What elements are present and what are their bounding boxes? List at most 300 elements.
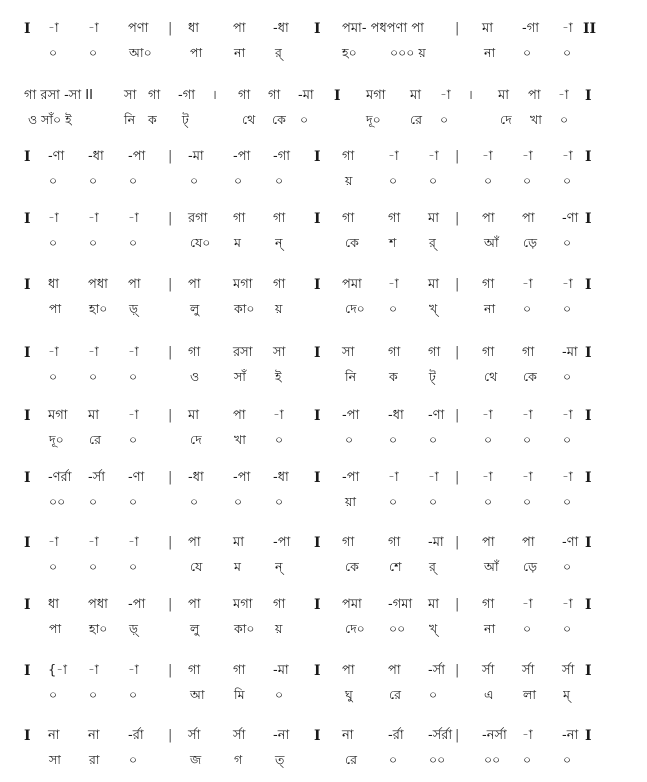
lyric-syllable: ০০ (484, 752, 501, 767)
swara-token: গা (522, 345, 535, 360)
swara-token: -পা (342, 470, 360, 485)
bar-line: I (24, 211, 31, 227)
lyric-syllable: য় (275, 621, 283, 636)
swara-token: মগা (233, 597, 253, 612)
swara-token: -া (88, 535, 99, 550)
beat-divider: | (168, 149, 173, 164)
lyric-syllable: ০ (563, 752, 572, 767)
beat-divider: | (168, 345, 173, 360)
swara-token: পা (342, 663, 355, 678)
swara-token: -া (522, 470, 533, 485)
swara-token: না (88, 728, 100, 743)
bar-line: I (24, 597, 31, 613)
lyric-syllable: ০ (429, 432, 438, 447)
swara-token: র্সা (482, 663, 495, 678)
beat-divider: | (168, 211, 173, 226)
lyric-syllable: না (484, 621, 496, 636)
lyric-syllable: কা০ (234, 301, 255, 316)
bar-line: I (24, 470, 31, 486)
bar-line: I (314, 211, 321, 227)
lyric-syllable: ০ (129, 173, 138, 188)
lyric-syllable: খা (530, 112, 542, 127)
beat-divider: | (455, 408, 460, 423)
swara-token: -া (88, 211, 99, 226)
lyric-syllable: ড়ে (523, 559, 537, 574)
swara-token: গা (342, 149, 355, 164)
swara-token: গা (188, 345, 201, 360)
lyric-syllable: ০ (129, 687, 138, 702)
bar-line: I (585, 149, 592, 165)
bar-line: I (24, 535, 31, 551)
swara-token: -া (48, 211, 59, 226)
lyric-syllable: ০ (129, 432, 138, 447)
lyric-syllable: ট্ (429, 369, 436, 384)
lyric-syllable: ০ (275, 494, 284, 509)
swara-token: -া (388, 149, 399, 164)
lyric-syllable: ০ (563, 559, 572, 574)
bar-line: I (24, 345, 31, 361)
lyric-syllable: ০ (129, 752, 138, 767)
lyric-syllable: পা (49, 621, 62, 636)
bar-line: I (585, 345, 592, 361)
swara-token: -র্সর্রা (428, 728, 453, 743)
lyric-syllable: ও (190, 369, 200, 384)
swara-token: সা (273, 345, 286, 360)
beat-divider: | (455, 597, 460, 612)
lyric-syllable: ০ (563, 494, 572, 509)
lyric-syllable: ০০ (389, 621, 406, 636)
swara-token: -া (388, 470, 399, 485)
bar-line: II (583, 21, 597, 37)
bar-line: I (585, 408, 592, 424)
swara-token: -না (562, 728, 579, 743)
swara-token: গা (188, 663, 201, 678)
lyric-syllable: ০ (89, 559, 98, 574)
lyric-syllable: কে (345, 559, 359, 574)
swara-token: মগা (48, 408, 68, 423)
swara-token: গা (388, 211, 401, 226)
lyric-syllable: থে (484, 369, 498, 384)
lyric-syllable: দে০ (345, 621, 365, 636)
swara-token: গা (342, 535, 355, 550)
swara-token: -র্রা (388, 728, 404, 743)
swara-token: -মা (298, 88, 314, 103)
lyric-syllable: ০ (129, 369, 138, 384)
beat-divider: | (455, 21, 460, 36)
swara-token: -া (128, 345, 139, 360)
swara-token: -ণর্রা (48, 470, 72, 485)
bar-line: I (24, 663, 31, 679)
lyric-syllable: দূ০ (49, 432, 64, 447)
beat-divider: | (168, 535, 173, 550)
lyric-syllable: ০ (234, 494, 243, 509)
swara-token: গা (482, 597, 495, 612)
lyric-syllable: না (484, 301, 496, 316)
beat-divider: | (168, 277, 173, 292)
swara-token: -া (482, 408, 493, 423)
bar-line: I (314, 345, 321, 361)
swara-token: -া (482, 149, 493, 164)
lyric-syllable: ০ (49, 45, 58, 60)
beat-divider: | (455, 728, 460, 743)
lyric-syllable: ০ (389, 432, 398, 447)
swara-token: পধা (88, 277, 108, 292)
beat-divider: | (455, 535, 460, 550)
lyric-syllable: কা০ (234, 621, 255, 636)
lyric-syllable: দে০ (345, 301, 365, 316)
swara-token: মগা (233, 277, 253, 292)
bar-line: I (314, 470, 321, 486)
lyric-syllable: ০ (389, 301, 398, 316)
swara-token: -া (522, 277, 533, 292)
lyric-syllable: ক (389, 369, 398, 384)
bar-line: I (314, 535, 321, 551)
lyric-syllable: ০ (523, 494, 532, 509)
lyric-syllable: য় (345, 173, 353, 188)
swara-token: -া (128, 535, 139, 550)
lyric-syllable: ম (234, 235, 241, 250)
lyric-syllable: গ (234, 752, 243, 767)
lyric-syllable: ০ (389, 173, 398, 188)
beat-divider: | (168, 728, 173, 743)
lyric-syllable: রে (345, 752, 357, 767)
lyric-syllable: ০ (523, 621, 532, 636)
beat-divider: | (455, 663, 460, 678)
swara-token: -া (128, 408, 139, 423)
swara-token: ধা (48, 597, 60, 612)
lyric-syllable: ই (275, 369, 282, 384)
swara-token: পা (522, 211, 535, 226)
lyric-syllable: ০ (234, 173, 243, 188)
swara-token: -না (273, 728, 290, 743)
lyric-syllable: র্ (275, 45, 282, 60)
lyric-syllable: পা (190, 45, 203, 60)
swara-token: না (48, 728, 60, 743)
swara-token: গা রসা -সা II (24, 88, 93, 103)
swara-token: গা (388, 345, 401, 360)
lyric-syllable: ত্ (275, 752, 285, 767)
swara-token: পা (522, 535, 535, 550)
swara-token: -নর্সা (482, 728, 507, 743)
swara-token: গা (273, 277, 286, 292)
swara-token: গা (148, 88, 161, 103)
lyric-syllable: ০ (89, 687, 98, 702)
lyric-syllable: ০ (484, 494, 493, 509)
lyric-syllable: হ০ (342, 45, 357, 60)
swara-token: -পা (273, 535, 291, 550)
swara-token: -া (562, 277, 573, 292)
swara-token: -ধা (88, 149, 104, 164)
swara-token: পা (388, 663, 401, 678)
swara-token: -ধা (188, 470, 204, 485)
lyric-syllable: কে (523, 369, 537, 384)
swara-token: পা (233, 21, 246, 36)
lyric-syllable: ০০ (49, 494, 66, 509)
swara-token: -া (522, 149, 533, 164)
swara-token: -পা (128, 149, 146, 164)
lyric-syllable: নি (124, 112, 136, 127)
lyric-syllable: আ০ (129, 45, 152, 60)
swara-token: -পা (128, 597, 146, 612)
swara-token: -গা (178, 88, 195, 103)
swara-token: গা (388, 535, 401, 550)
swara-token: র্সা (562, 663, 575, 678)
swara-token: -া (128, 211, 139, 226)
swara-token: পমা- পধপণা পা (342, 21, 424, 36)
swara-token: -া (562, 470, 573, 485)
swara-token: র্সা (522, 663, 535, 678)
bar-line: I (24, 408, 31, 424)
swara-token: মগা (366, 88, 386, 103)
lyric-syllable: ট্ (182, 112, 189, 127)
swara-token: -ধা (388, 408, 404, 423)
swara-token: -ণা (562, 211, 579, 226)
swara-token: -র্সা (428, 663, 446, 678)
lyric-syllable: সা (49, 752, 61, 767)
swara-token: পা (188, 535, 201, 550)
lyric-syllable: ০ (563, 621, 572, 636)
beat-divider: | (168, 470, 173, 485)
swara-token: -া (388, 277, 399, 292)
lyric-syllable: ম (234, 559, 241, 574)
swara-token: -া (522, 597, 533, 612)
swara-token: পা (188, 277, 201, 292)
bar-line: I (314, 149, 321, 165)
bar-line: I (314, 663, 321, 679)
swara-token: মা (428, 211, 439, 226)
swara-token: -ধা (273, 21, 289, 36)
swara-token: -া (48, 21, 59, 36)
lyric-syllable: ০ (429, 687, 438, 702)
swara-token: গা (268, 88, 281, 103)
beat-divider: | (168, 408, 173, 423)
swara-token: -া (48, 535, 59, 550)
lyric-syllable: থে (242, 112, 256, 127)
swara-token: {-া (48, 663, 67, 678)
lyric-syllable: লু (190, 621, 200, 636)
lyric-syllable: ০ (389, 752, 398, 767)
lyric-syllable: ০ (300, 112, 309, 127)
lyric-syllable: জ (190, 752, 202, 767)
lyric-syllable: ন্ (275, 559, 283, 574)
bar-line: I (24, 21, 31, 37)
lyric-syllable: ০ (563, 301, 572, 316)
swara-token: -া (522, 728, 533, 743)
lyric-syllable: ০ (129, 559, 138, 574)
lyric-syllable: কে (345, 235, 359, 250)
swara-token: না (342, 728, 354, 743)
lyric-syllable: ০ (563, 432, 572, 447)
swara-token: মা (428, 277, 439, 292)
swara-token: -া (562, 408, 573, 423)
lyric-syllable: ড়্ (129, 621, 138, 636)
swara-token: -গা (522, 21, 539, 36)
swara-token: -া (128, 663, 139, 678)
lyric-syllable: পা (49, 301, 62, 316)
lyric-syllable: ০ (275, 432, 284, 447)
lyric-syllable: ন্ (275, 235, 283, 250)
swara-token: -মা (188, 149, 204, 164)
beat-divider: | (455, 345, 460, 360)
lyric-syllable: না (484, 45, 496, 60)
bar-line: I (585, 470, 592, 486)
swara-token: রসা (233, 345, 253, 360)
lyric-syllable: সাঁ (234, 369, 246, 384)
bar-line: I (24, 728, 31, 744)
lyric-syllable: আঁ (484, 559, 499, 574)
swara-token: -া (428, 470, 439, 485)
lyric-syllable: ০ (484, 432, 493, 447)
swara-token: রগা (188, 211, 208, 226)
lyric-syllable: আ (190, 687, 205, 702)
lyric-syllable: ০ (190, 173, 199, 188)
swara-token: -া (522, 408, 533, 423)
bar-line: I (334, 88, 341, 104)
swara-token: -া (558, 88, 569, 103)
lyric-syllable: নি (345, 369, 357, 384)
swara-token: -পা (233, 470, 251, 485)
swara-token: -মা (562, 345, 578, 360)
beat-divider: | (455, 470, 460, 485)
swara-token: -া (273, 408, 284, 423)
lyric-syllable: ০০০ য় (390, 45, 426, 60)
bar-line: I (314, 728, 321, 744)
swara-token: -া (482, 470, 493, 485)
lyric-syllable: ০ (484, 173, 493, 188)
lyric-syllable: এ (484, 687, 494, 702)
lyric-syllable: ০ (345, 432, 354, 447)
lyric-syllable: ০ (523, 752, 532, 767)
swara-token: মা (482, 21, 493, 36)
lyric-syllable: ০ (49, 369, 58, 384)
swara-token: -পা (342, 408, 360, 423)
swara-token: ধা (188, 21, 200, 36)
lyric-syllable: ঘু (345, 687, 353, 702)
lyric-syllable: ০ (389, 494, 398, 509)
lyric-syllable: ০ (523, 45, 532, 60)
swara-token: র্সা (233, 728, 246, 743)
lyric-syllable: ম্ (563, 687, 570, 702)
bar-line: I (585, 663, 592, 679)
lyric-syllable: খ্ (429, 621, 438, 636)
lyric-syllable: ০ (89, 173, 98, 188)
lyric-syllable: ০ (190, 494, 199, 509)
lyric-syllable: ০ (129, 494, 138, 509)
lyric-syllable: ড়ে (523, 235, 537, 250)
lyric-syllable: ০ (429, 173, 438, 188)
swara-token: গা (273, 211, 286, 226)
swara-token: -া (428, 149, 439, 164)
lyric-syllable: ০ (49, 559, 58, 574)
swara-token: -মা (428, 535, 444, 550)
lyric-syllable: শ (389, 235, 397, 250)
lyric-syllable: য় (275, 301, 283, 316)
lyric-syllable: দূ০ (366, 112, 381, 127)
lyric-syllable: যে (190, 559, 203, 574)
lyric-syllable: যে০ (190, 235, 211, 250)
lyric-syllable: ০ (563, 45, 572, 60)
lyric-syllable: ও সাঁ০ ই (28, 112, 72, 127)
lyric-syllable: মি (234, 687, 245, 702)
swara-token: পা (188, 597, 201, 612)
swara-token: গা (482, 345, 495, 360)
lyric-syllable: না (234, 45, 246, 60)
swara-token: মা (233, 535, 244, 550)
lyric-syllable: ০ (440, 112, 449, 127)
swara-token: পমা (342, 277, 362, 292)
lyric-syllable: দে (500, 112, 512, 127)
lyric-syllable: ০ (49, 173, 58, 188)
swara-token: -া (88, 663, 99, 678)
swara-token: মা (88, 408, 99, 423)
lyric-syllable: খ্ (429, 301, 438, 316)
swara-token: -া (562, 597, 573, 612)
lyric-syllable: ০ (429, 494, 438, 509)
beat-divider: | (455, 149, 460, 164)
bar-line: I (314, 277, 321, 293)
swara-token: -া (88, 21, 99, 36)
swara-token: গা (342, 211, 355, 226)
swara-token: -ধা (273, 470, 289, 485)
beat-divider: | (168, 597, 173, 612)
lyric-syllable: ০ (563, 173, 572, 188)
bar-line: I (585, 597, 592, 613)
swara-token: -র্সা (88, 470, 106, 485)
swara-token: মা (188, 408, 199, 423)
lyric-syllable: রে (89, 432, 101, 447)
swara-token: গা (238, 88, 251, 103)
bar-line: I (585, 88, 592, 104)
bar-line: I (314, 597, 321, 613)
beat-divider: | (455, 277, 460, 292)
swara-token: পমা (342, 597, 362, 612)
lyric-syllable: ০ (49, 687, 58, 702)
swara-token: পা (233, 408, 246, 423)
lyric-syllable: ০ (523, 432, 532, 447)
swara-token: -া (562, 21, 573, 36)
swara-token: পা (482, 211, 495, 226)
swara-token: -ণা (562, 535, 579, 550)
lyric-syllable: লু (190, 301, 200, 316)
swara-token: গা (233, 663, 246, 678)
swara-token: মা (410, 88, 421, 103)
swara-token: পা (128, 277, 141, 292)
lyric-syllable: লা (523, 687, 536, 702)
lyric-syllable: শে (389, 559, 402, 574)
bar-line: I (24, 149, 31, 165)
lyric-syllable: ০ (563, 235, 572, 250)
lyric-syllable: রে (389, 687, 401, 702)
lyric-syllable: খা (234, 432, 246, 447)
lyric-syllable: ০ (89, 369, 98, 384)
swara-token: -পা (233, 149, 251, 164)
bar-line: I (585, 728, 592, 744)
swara-token: -গমা (388, 597, 413, 612)
bar-line: I (585, 535, 592, 551)
lyric-syllable: হা০ (89, 621, 108, 636)
swara-token: -ণা (428, 408, 445, 423)
swara-token: -ণা (128, 470, 145, 485)
lyric-syllable: কে (272, 112, 286, 127)
lyric-syllable: ০ (275, 173, 284, 188)
swara-token: মা (428, 597, 439, 612)
lyric-syllable: ০ (49, 235, 58, 250)
lyric-syllable: দে (190, 432, 202, 447)
lyric-syllable: ০ (523, 173, 532, 188)
lyric-syllable: ০ (275, 687, 284, 702)
swara-token: -র্রা (128, 728, 144, 743)
lyric-syllable: আঁ (484, 235, 499, 250)
